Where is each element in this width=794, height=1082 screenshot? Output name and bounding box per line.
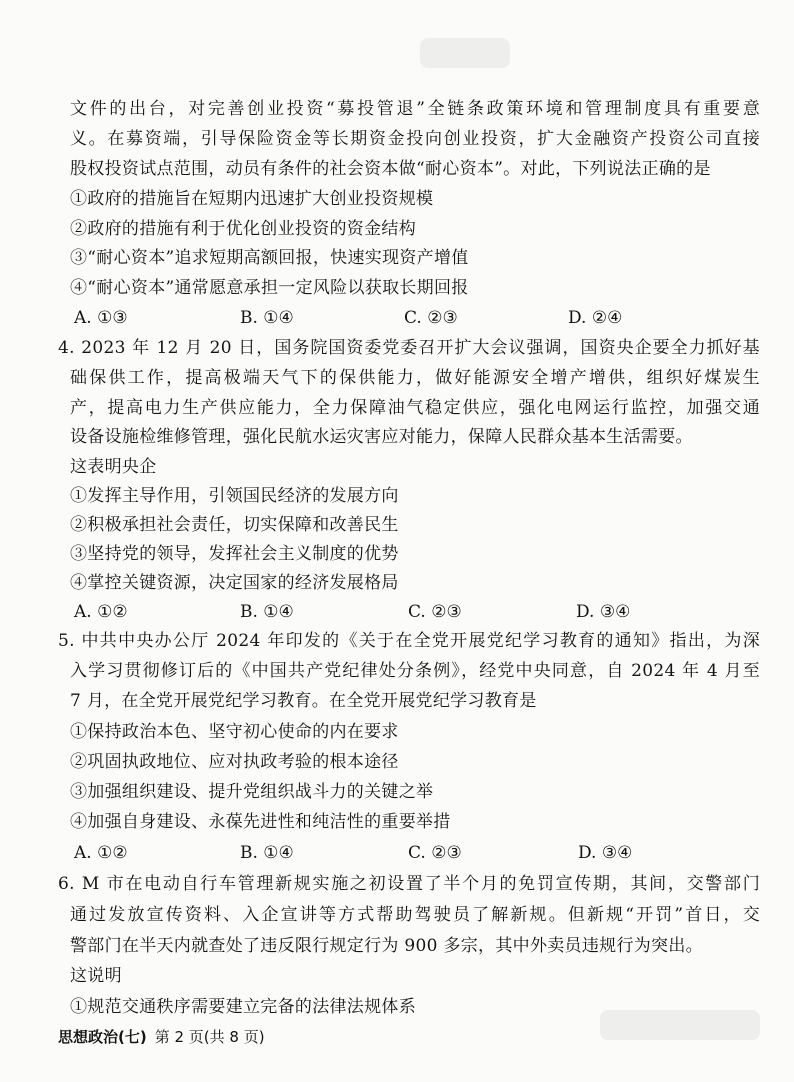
q5-options [70,842,760,864]
q4-item: ②积极承担社会责任，切实保障和改善民生 [70,515,399,535]
q5-item: ③加强组织建设、提升党组织战斗力的关键之举 [70,782,434,802]
option-a: A. ①② [74,843,128,863]
q6-stem-line: 警部门在半天内就查处了违反限行规定行为 900 多宗，其中外卖员违规行为突出。 [70,936,703,956]
q4-item: ①发挥主导作用，引领国民经济的发展方向 [70,486,399,506]
q6-stem-line: 通过发放宣传资料、入企宣讲等方式帮助驾驶员了解新规。但新规“开罚”首日，交 [70,905,760,925]
option-d: D. ③④ [578,843,633,863]
q3-item: ②政府的措施有利于优化创业投资的资金结构 [70,219,416,239]
option-a: A. ①③ [74,308,128,328]
q4-stem-line: 础保供工作，提高极端天气下的保供能力，做好能源安全增产增供，组织好煤炭生 [70,368,760,388]
option-b: B. ①④ [240,602,294,622]
q3-stem-line: 股权投资试点范围，动员有条件的社会资本做“耐心资本”。对此，下列说法正确的是 [70,159,711,179]
option-d: D. ②④ [568,308,623,328]
q5-stem-line: 7 月，在全党开展党纪学习教育。在全党开展党纪学习教育是 [70,691,537,711]
page-footer [58,1026,265,1047]
q4-stem-line: 这表明央企 [70,457,157,477]
q6-stem-line: 这说明 [70,966,122,986]
option-c: C. ②③ [408,602,462,622]
q3-item: ④“耐心资本”通常愿意承担一定风险以获取长期回报 [70,278,469,298]
q6-stem-line: 6. M 市在电动自行车管理新规实施之初设置了半个月的免罚宣传期，其间，交警部门 [58,874,760,894]
q4-options [70,601,760,623]
q4-stem-line: 设备设施检维修管理，强化民航水运灾害应对能力，保障人民群众基本生活需要。 [70,427,693,447]
q3-item: ①政府的措施旨在短期内迅速扩大创业投资规模 [70,189,434,209]
q3-options [70,307,760,329]
option-c: C. ②③ [404,308,458,328]
q4-item: ③坚持党的领导，发挥社会主义制度的优势 [70,544,399,564]
q3-stem-line: 文件的出台，对完善创业投资“募投管退”全链条政策环境和管理制度具有重要意 [70,99,760,119]
option-b: B. ①④ [240,308,294,328]
q5-stem-line: 入学习贯彻修订后的《中国共产党纪律处分条例》，经党中央同意，自 2024 年 4 月至 [70,661,760,681]
q4-item: ④掌控关键资源，决定国家的经济发展格局 [70,573,399,593]
footer-page-number: 第 2 页(共 8 页) [154,1028,265,1046]
q4-stem-line: 产，提高电力生产供应能力，全力保障油气稳定供应，强化电网运行监控，加强交通 [70,398,760,418]
q5-item: ②巩固执政地位、应对执政考验的根本途径 [70,752,399,772]
q4-stem-line: 4. 2023 年 12 月 20 日，国务院国资委党委召开扩大会议强调，国资央企要全力抓好基 [58,338,760,358]
option-a: A. ①② [74,602,128,622]
option-d: D. ③④ [576,602,631,622]
q5-stem-line: 5. 中共中央办公厅 2024 年印发的《关于在全党开展党纪学习教育的通知》指出，为深 [58,631,760,651]
q3-item: ③“耐心资本”追求短期高额回报，快速实现资产增值 [70,248,469,268]
q5-item: ①保持政治本色、坚守初心使命的内在要求 [70,722,399,742]
footer-subject: 思想政治(七) [58,1028,147,1046]
q5-item: ④加强自身建设、永葆先进性和纯洁性的重要举措 [70,812,451,832]
q6-item: ①规范交通秩序需要建立完备的法律法规体系 [70,997,416,1017]
scan-smudge [420,38,510,68]
q3-stem-line: 义。在募资端，引导保险资金等长期资金投向创业投资，扩大金融资产投资公司直接 [70,129,760,149]
option-b: B. ①④ [240,843,294,863]
option-c: C. ②③ [408,843,462,863]
